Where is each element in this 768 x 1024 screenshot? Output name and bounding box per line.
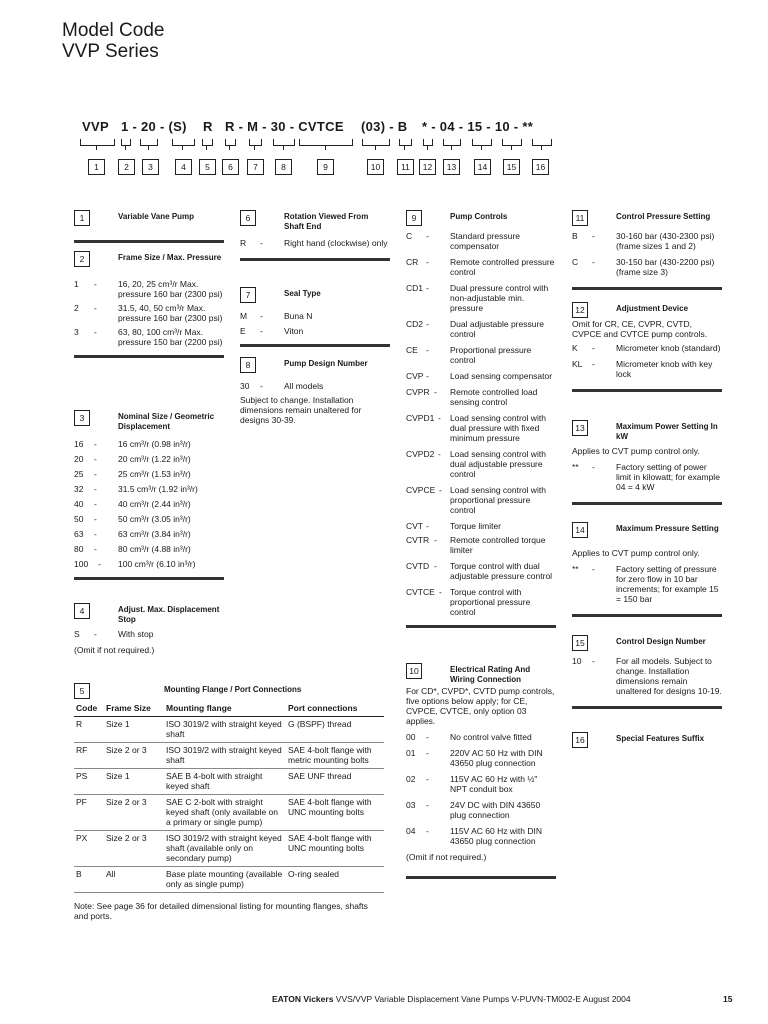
- option-code: 63: [74, 529, 84, 539]
- option-desc: 31.5, 40, 50 cm³/r Max. pressure 160 bar (2300 psi): [118, 303, 223, 323]
- field-number: 2: [118, 159, 135, 175]
- field-number: 11: [397, 159, 414, 175]
- section-title: Pump Design Number: [284, 359, 368, 368]
- option-code: CVTD: [406, 561, 430, 571]
- title-line-2: VVP Series: [62, 41, 159, 62]
- section-seal-type: 7 Seal Type M - Buna N E - Viton: [240, 287, 390, 347]
- option-code: CD2: [406, 319, 424, 329]
- option-desc: Remote controlled torque limiter: [450, 535, 546, 555]
- field-number: 4: [175, 159, 192, 175]
- section-control-pressure: 11 Control Pressure Setting B - 30-160 bar (430-2300 psi) (frame sizes 1 and 2) C - 30-150 bar (430-2200 psi) (frame size 3): [572, 210, 722, 290]
- option-desc: Proportional pressure control: [450, 345, 532, 365]
- field-number: 9: [317, 159, 334, 175]
- table-cell: ISO 3019/2 with straight keyed shaft: [164, 743, 286, 769]
- code-part: R: [203, 119, 213, 134]
- field-number: 1: [88, 159, 105, 175]
- section-number: 3: [74, 410, 90, 426]
- page-number: 15: [723, 994, 733, 1004]
- field-number: 5: [199, 159, 216, 175]
- option-desc: Dual pressure control with non-adjustable min. pressure: [450, 283, 549, 313]
- section-title: Nominal Size / Geometric Displacement: [118, 412, 215, 431]
- option-desc: 24V DC with DIN 43650 plug connection: [450, 800, 541, 820]
- option-code: R: [240, 238, 247, 248]
- section-title: Adjustment Device: [616, 304, 689, 313]
- option-code: 32: [74, 484, 84, 494]
- option-code: B: [572, 231, 578, 241]
- table-row: [74, 717, 384, 743]
- section-intro: Applies to CVT pump control only.: [572, 548, 700, 558]
- table-cell: Size 1: [104, 717, 164, 743]
- field-number: 10: [367, 159, 384, 175]
- option-desc: 115V AC 60 Hz with DIN 43650 plug connection: [450, 826, 542, 846]
- section-intro: For CD*, CVPD*, CVTD pump controls, five options below apply; for CE, CVPCE, CVTCE, only option 03 applies.: [406, 686, 555, 726]
- option-desc: 25 cm³/r (1.53 in³/r): [118, 469, 191, 479]
- option-code: 50: [74, 514, 84, 524]
- table-row: [74, 795, 384, 831]
- option-desc: Viton: [284, 326, 304, 336]
- option-code: 25: [74, 469, 84, 479]
- option-code: 2: [74, 303, 79, 313]
- option-code: CVT: [406, 521, 423, 531]
- option-desc: 30-160 bar (430-2300 psi) (frame sizes 1 and 2): [616, 231, 715, 251]
- section-electrical-rating: 10 Electrical Rating And Wiring Connection For CD*, CVPD*, CVTD pump controls, five options below apply; for CE, CVPCE, CVTCE, only option 03 applies. 00 - No control valve fitted 01 - 220V AC 50 Hz with DIN 43650 plug connection 02 - 115V AC 60 Hz with ½" NPT conduit box 03 - 24V DC with DIN 43650 plug connection 04 - 115V AC 60 Hz with DIN 43650 plug connection (Omit if not required.): [406, 663, 556, 879]
- section-number: 15: [572, 635, 588, 651]
- field-number: 15: [503, 159, 520, 175]
- section-control-design: 15 Control Design Number 10 - For all models. Subject to change. Installation dimensions remain unaltered for designs 10-19.: [572, 635, 722, 709]
- field-number: 16: [532, 159, 549, 175]
- section-nominal-size: 3 Nominal Size / Geometric Displacement 16 - 16 cm³/r (0.98 in³/r) 20 - 20 cm³/r (1.22 in³/r) 25 - 25 cm³/r (1.53 in³/r) 32 - 31.5 cm³/r (1.92 in³/r) 40 - 40 cm³/r (2.44 in³/r) 50 - 50 cm³/r (3.05 in³/r) 63 - 63 cm³/r (3.84 in³/r) 80 - 80 cm³/r (4.88 in³/r) 100 - 100 cm³/r (6.10 in³/r): [74, 410, 224, 580]
- option-desc: Torque control with dual adjustable pressure control: [450, 561, 553, 581]
- section-number: 9: [406, 210, 422, 226]
- option-desc: Factory setting of power limit in kilowatt; for example 04 = 4 kW: [616, 462, 720, 492]
- field-number: 8: [275, 159, 292, 175]
- option-code: CVP: [406, 371, 424, 381]
- footer-text: VVS/VVP Variable Displacement Vane Pumps V-PUVN-TM002-E August 2004: [335, 994, 631, 1004]
- option-code: **: [572, 462, 579, 472]
- section-special-features: [572, 732, 722, 752]
- option-code: CVPR: [406, 387, 430, 397]
- option-code: S: [74, 629, 80, 639]
- section-mounting-flange: [74, 683, 384, 921]
- table-cell: SAE 4-bolt flange with UNC mounting bolts: [286, 831, 384, 867]
- section-number: 14: [572, 522, 588, 538]
- field-number: 14: [474, 159, 491, 175]
- option-code: CVPCE: [406, 485, 436, 495]
- section-title: Control Design Number: [616, 637, 706, 646]
- table-cell: Size 2 or 3: [104, 743, 164, 769]
- section-number: 2: [74, 251, 90, 267]
- column-header: Mounting flange: [164, 701, 286, 717]
- code-part: VVP: [82, 119, 109, 134]
- table-cell: All: [104, 867, 164, 893]
- section-title: Rotation Viewed From Shaft End: [284, 212, 369, 231]
- option-desc: 20 cm³/r (1.22 in³/r): [118, 454, 191, 464]
- option-code: CD1: [406, 283, 424, 293]
- column-header: Frame Size: [104, 701, 164, 717]
- section-title: Pump Controls: [450, 212, 508, 221]
- option-desc: 115V AC 60 Hz with ½" NPT conduit box: [450, 774, 538, 794]
- table-note: Note: See page 36 for detailed dimensional listing for mounting flanges, shafts and ports.: [74, 901, 368, 921]
- code-part: R - M - 30 - CVTCE: [225, 119, 344, 134]
- field-number: 13: [443, 159, 460, 175]
- section-title: Variable Vane Pump: [118, 212, 195, 221]
- page-title: [62, 20, 164, 62]
- option-code: 100: [74, 559, 89, 569]
- option-code: 16: [74, 439, 84, 449]
- table-cell: ISO 3019/2 with straight keyed shaft: [164, 717, 286, 743]
- option-code: M: [240, 311, 248, 321]
- section-number: 12: [572, 302, 588, 318]
- option-desc: 31.5 cm³/r (1.92 in³/r): [118, 484, 198, 494]
- option-desc: Torque limiter: [450, 521, 502, 531]
- option-code: 10: [572, 656, 582, 666]
- option-desc: Dual adjustable pressure control: [450, 319, 545, 339]
- option-desc: 63 cm³/r (3.84 in³/r): [118, 529, 191, 539]
- section-title: Control Pressure Setting: [616, 212, 711, 221]
- section-title: Mounting Flange / Port Connections: [164, 685, 302, 694]
- table-cell: PF: [74, 795, 104, 831]
- option-code: 40: [74, 499, 84, 509]
- option-code: C: [406, 231, 413, 241]
- section-title: Frame Size / Max. Pressure: [118, 253, 222, 262]
- footer: [272, 994, 631, 1004]
- option-desc: 30-150 bar (430-2200 psi) (frame size 3): [616, 257, 715, 277]
- section-title: Adjust. Max. Displacement Stop: [118, 605, 220, 624]
- option-desc: 40 cm³/r (2.44 in³/r): [118, 499, 191, 509]
- section-number: 10: [406, 663, 422, 679]
- option-desc: All models: [284, 381, 324, 391]
- section-intro: Applies to CVT pump control only.: [572, 446, 700, 456]
- option-desc: Load sensing compensator: [450, 371, 553, 381]
- table-cell: SAE B 4-bolt with straight keyed shaft: [164, 769, 286, 795]
- option-code: 04: [406, 826, 416, 836]
- option-desc: Remote controlled load sensing control: [450, 387, 538, 407]
- section-note: Subject to change. Installation dimensions remain unaltered for designs 30-39.: [240, 395, 362, 425]
- section-rotation: 6 Rotation Viewed From Shaft End R - Right hand (clockwise) only: [240, 210, 390, 261]
- section-pump-design: 8 Pump Design Number 30 - All models Subject to change. Installation dimensions remain unaltered for designs 30-39.: [240, 357, 390, 425]
- table-cell: B: [74, 867, 104, 893]
- option-desc: With stop: [118, 629, 154, 639]
- section-number: 13: [572, 420, 588, 436]
- section-number: 8: [240, 357, 256, 373]
- option-code: **: [572, 564, 579, 574]
- section-pump-controls: 9 Pump Controls C - Standard pressure compensator CR - Remote controlled pressure control CD1 - Dual pressure control with non-adjustable min. pressure CD2 - Dual adjustable pressure control CE - Proportional pressure control CVP - Load sensing compensator CVPR - Remote controlled load sensing control CVPD1 - Load sensing control with dual pressure with fixed minimum pressure CVPD2 - Load sensing control with dual adjustable pressure control CVPCE - Load sensing control with proportional pressure control CVT - Torque limiter CVTR - Remote controlled torque limiter CVTD - Torque control with dual adjustable pressure control CVTCE - Torque control with proportional pressure control: [406, 210, 556, 628]
- table-row: [74, 867, 384, 893]
- table-cell: SAE 4-bolt flange with metric mounting bolts: [286, 743, 384, 769]
- table-row: [74, 743, 384, 769]
- footer-brand: EATON Vickers: [272, 994, 334, 1004]
- table-cell: SAE 4-bolt flange with UNC mounting bolts: [286, 795, 384, 831]
- option-code: 03: [406, 800, 416, 810]
- field-number: 7: [247, 159, 264, 175]
- section-frame-size: 2 Frame Size / Max. Pressure 1 - 16, 20, 25 cm³/r Max. pressure 160 bar (2300 psi) 2 - 31.5, 40, 50 cm³/r Max. pressure 160 bar (2300 psi) 3 - 63, 80, 100 cm³/r Max. pressure 150 bar (2200 psi): [74, 251, 224, 358]
- table-cell: SAE C 2-bolt with straight keyed shaft (only available on a primary or single pump): [164, 795, 286, 831]
- option-desc: Load sensing control with proportional pressure control: [450, 485, 546, 515]
- table-row: [74, 769, 384, 795]
- table-cell: R: [74, 717, 104, 743]
- field-number: 3: [142, 159, 159, 175]
- section-number: 6: [240, 210, 256, 226]
- table-header-row: [74, 701, 384, 717]
- option-code: 00: [406, 732, 416, 742]
- code-part: * - 04 - 15 - 10 - **: [422, 119, 534, 134]
- section-number: 4: [74, 603, 90, 619]
- option-desc: 16, 20, 25 cm³/r Max. pressure 160 bar (2300 psi): [118, 279, 223, 299]
- option-code: E: [240, 326, 246, 336]
- table-cell: PS: [74, 769, 104, 795]
- table-cell: SAE UNF thread: [286, 769, 384, 795]
- section-max-pressure: 14 Maximum Pressure Setting Applies to CVT pump control only. ** - Factory setting of pressure for zero flow in 10 bar increments; for example 15 = 150 bar: [572, 522, 722, 617]
- section-displacement-stop: 4 Adjust. Max. Displacement Stop S - With stop (Omit if not required.): [74, 603, 224, 655]
- table-cell: Size 1: [104, 769, 164, 795]
- option-desc: Factory setting of pressure for zero flow in 10 bar increments; for example 15 = 150 bar: [616, 564, 719, 604]
- section-title: Seal Type: [284, 289, 321, 298]
- table-row: [74, 831, 384, 867]
- option-desc: Buna N: [284, 311, 313, 321]
- table-cell: ISO 3019/2 with straight keyed shaft (available only on secondary pump): [164, 831, 286, 867]
- code-part: (03) - B: [361, 119, 408, 134]
- field-number: 6: [222, 159, 239, 175]
- option-code: KL: [572, 359, 583, 369]
- section-number: 11: [572, 210, 588, 226]
- section-number: 5: [74, 683, 90, 699]
- column-header: Port connections: [286, 701, 384, 717]
- option-code: 3: [74, 327, 79, 337]
- option-desc: 63, 80, 100 cm³/r Max. pressure 150 bar (2200 psi): [118, 327, 223, 347]
- option-desc: Right hand (clockwise) only: [284, 238, 388, 248]
- table-cell: Base plate mounting (available only as single pump): [164, 867, 286, 893]
- section-title: Special Features Suffix: [616, 734, 705, 743]
- table-cell: PX: [74, 831, 104, 867]
- section-intro: Omit for CR, CE, CVPR, CVTD, CVPCE and CVTCE pump controls.: [572, 319, 708, 339]
- table-cell: Size 2 or 3: [104, 831, 164, 867]
- section-title: Electrical Rating And Wiring Connection: [450, 665, 531, 684]
- section-number: 7: [240, 287, 256, 303]
- table-cell: RF: [74, 743, 104, 769]
- section-note: (Omit if not required.): [74, 645, 155, 655]
- option-code: C: [572, 257, 579, 267]
- option-code: 80: [74, 544, 84, 554]
- section-note: (Omit if not required.): [406, 852, 487, 862]
- option-desc: Micrometer knob (standard): [616, 343, 721, 353]
- option-code: CVPD1: [406, 413, 435, 423]
- option-code: 02: [406, 774, 416, 784]
- title-line-1: Model Code: [62, 20, 165, 41]
- option-code: CVPD2: [406, 449, 435, 459]
- option-desc: 220V AC 50 Hz with DIN 43650 plug connection: [450, 748, 543, 768]
- option-desc: 16 cm³/r (0.98 in³/r): [118, 439, 191, 449]
- mounting-table: [74, 701, 384, 893]
- section-number: 1: [74, 210, 90, 226]
- option-code: CVTR: [406, 535, 430, 545]
- option-code: CR: [406, 257, 419, 267]
- column-header: Code: [74, 701, 104, 717]
- option-desc: Load sensing control with dual adjustable pressure control: [450, 449, 546, 479]
- option-code: 30: [240, 381, 250, 391]
- table-cell: G (BSPF) thread: [286, 717, 384, 743]
- option-code: 20: [74, 454, 84, 464]
- option-desc: Micrometer knob with key lock: [616, 359, 713, 379]
- option-desc: Torque control with proportional pressure control: [450, 587, 531, 617]
- option-desc: Load sensing control with dual pressure with fixed minimum pressure: [450, 413, 546, 443]
- section-adjustment-device: 12 Adjustment Device Omit for CR, CE, CVPR, CVTD, CVPCE and CVTCE pump controls. K - Micrometer knob (standard) KL - Micrometer knob with key lock: [572, 302, 722, 392]
- option-desc: 50 cm³/r (3.05 in³/r): [118, 514, 191, 524]
- section-title: Maximum Pressure Setting: [616, 524, 719, 533]
- option-desc: For all models. Subject to change. Installation dimensions remain unaltered for designs 10-19.: [616, 656, 722, 696]
- section-number: 16: [572, 732, 588, 748]
- option-code: K: [572, 343, 578, 353]
- option-code: CE: [406, 345, 418, 355]
- section-title: Maximum Power Setting In kW: [616, 422, 718, 441]
- code-part: 1 - 20 - (S): [121, 119, 187, 134]
- section-max-power: 13 Maximum Power Setting In kW Applies to CVT pump control only. ** - Factory setting of power limit in kilowatt; for example 04 = 4 kW: [572, 420, 722, 505]
- option-desc: Remote controlled pressure control: [450, 257, 555, 277]
- option-desc: 80 cm³/r (4.88 in³/r): [118, 544, 191, 554]
- option-desc: No control valve fitted: [450, 732, 532, 742]
- field-number: 12: [419, 159, 436, 175]
- option-code: CVTCE: [406, 587, 435, 597]
- option-desc: 100 cm³/r (6.10 in³/r): [118, 559, 196, 569]
- table-cell: O-ring sealed: [286, 867, 384, 893]
- section-variable-vane-pump: [74, 210, 224, 243]
- table-cell: Size 2 or 3: [104, 795, 164, 831]
- option-desc: Standard pressure compensator: [450, 231, 520, 251]
- option-code: 01: [406, 748, 416, 758]
- option-code: 1: [74, 279, 79, 289]
